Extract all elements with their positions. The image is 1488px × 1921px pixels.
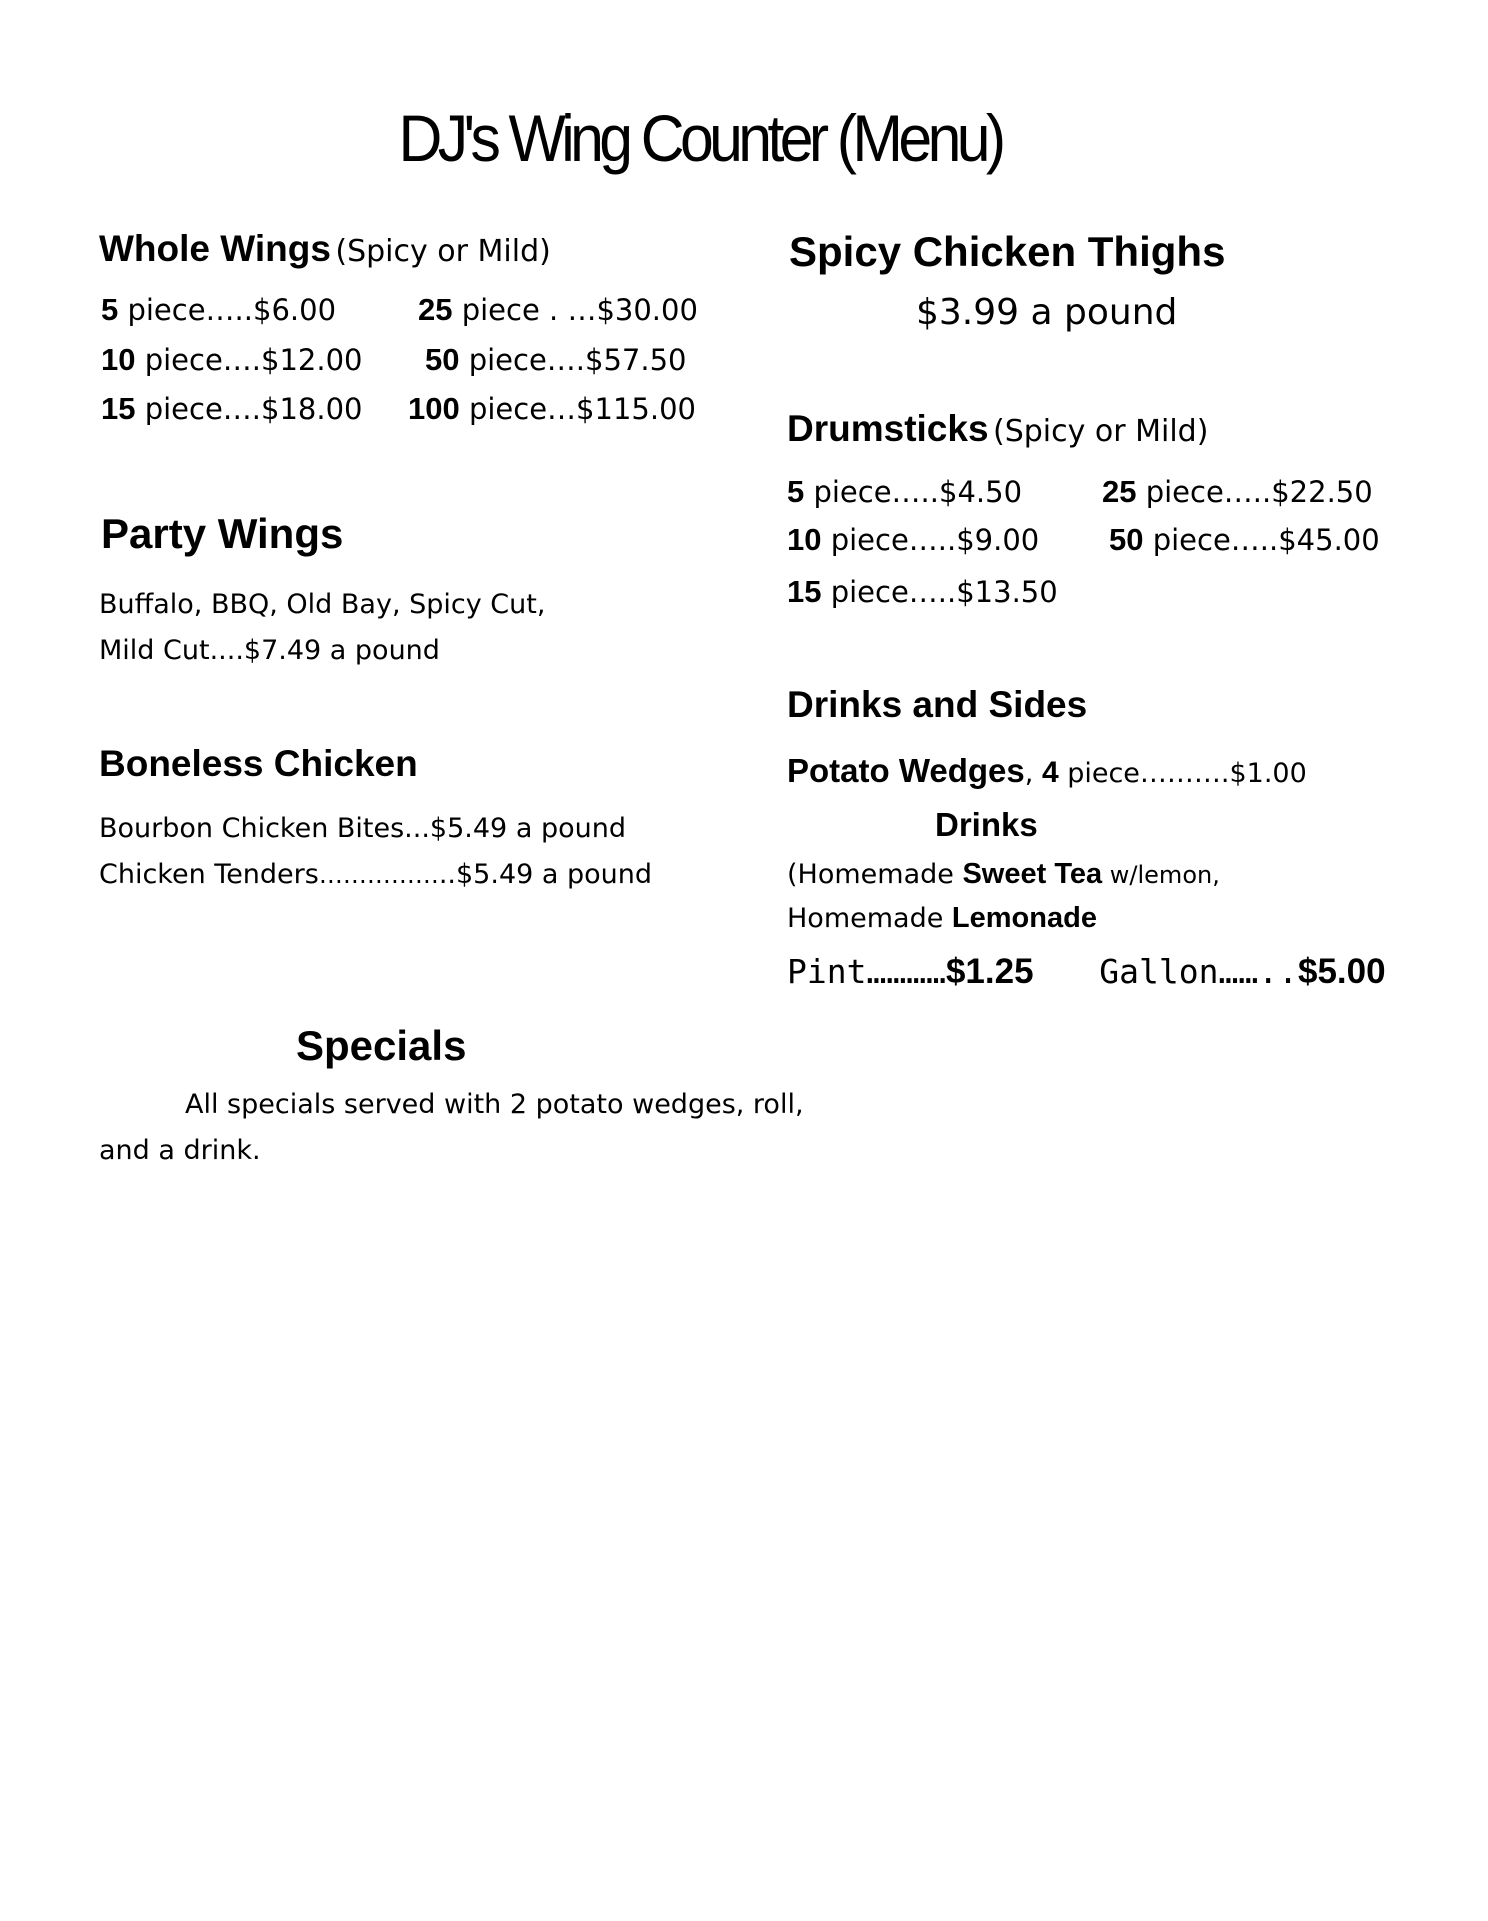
sweet-tea-label: Sweet Tea xyxy=(962,858,1103,890)
wedges-qty: 4 xyxy=(1041,756,1059,789)
row-price: piece…..$45.00 xyxy=(1143,523,1380,557)
boneless-item: Chicken Tenders xyxy=(99,859,319,890)
whole-wings-row xyxy=(425,342,687,378)
party-wings-line: Buffalo, BBQ, Old Bay, Spicy Cut, xyxy=(99,589,546,620)
drinks-sides-heading: Drinks and Sides xyxy=(787,684,1088,725)
drumsticks-heading: Drumsticks xyxy=(787,408,989,449)
boneless-line xyxy=(99,852,652,898)
drinks-line xyxy=(787,858,1220,891)
row-price: piece…..$4.50 xyxy=(804,475,1023,509)
boneless-price: ..$5.49 a pound xyxy=(438,859,653,890)
boneless-line: Bourbon Chicken Bites...$5.49 a pound xyxy=(99,813,626,844)
whole-wings-note: (Spicy or Mild) xyxy=(335,234,551,269)
drumsticks-row xyxy=(787,522,1039,558)
drumsticks-row xyxy=(787,574,1058,610)
boneless-dots: …………… xyxy=(318,861,439,889)
row-price: piece….$18.00 xyxy=(135,392,363,426)
spicy-thighs-price: $3.99 a pound xyxy=(916,292,1178,333)
drinks-line xyxy=(787,902,1097,935)
whole-wings-row xyxy=(408,391,696,427)
specials-line: and a drink. xyxy=(99,1135,261,1166)
whole-wings-row xyxy=(418,292,698,328)
boneless-chicken-heading: Boneless Chicken xyxy=(99,743,418,784)
row-price: piece….$12.00 xyxy=(135,343,363,377)
row-price: piece…$115.00 xyxy=(459,392,696,426)
whole-wings-row xyxy=(101,292,336,328)
pint-price: $1.25 xyxy=(945,952,1034,991)
row-price: piece…..$22.50 xyxy=(1136,475,1373,509)
gallon-label: Gallon…….. xyxy=(1099,952,1298,991)
row-qty: 25 xyxy=(1102,474,1137,509)
drinks-subheading: Drinks xyxy=(935,806,1038,843)
potato-wedges-line xyxy=(787,752,1307,790)
drumsticks-row xyxy=(787,474,1022,510)
row-price: piece…..$6.00 xyxy=(118,293,337,327)
row-qty: 50 xyxy=(425,342,460,377)
drumsticks-row xyxy=(1102,474,1373,510)
row-price: piece . …$30.00 xyxy=(452,293,698,327)
row-qty: 100 xyxy=(408,391,460,426)
wedges-price: piece……….$1.00 xyxy=(1058,758,1307,789)
row-price: piece…..$9.00 xyxy=(821,523,1040,557)
whole-wings-row xyxy=(101,391,363,427)
row-qty: 10 xyxy=(101,342,136,377)
drumsticks-row xyxy=(1109,522,1380,558)
menu-title: DJ's Wing Counter (Menu) xyxy=(398,101,1002,175)
whole-wings-row xyxy=(101,342,363,378)
row-qty: 15 xyxy=(101,391,136,426)
row-qty: 10 xyxy=(787,522,822,557)
gallon-price: $5.00 xyxy=(1297,952,1386,991)
pint-label: Pint………… xyxy=(787,952,946,991)
specials-heading: Specials xyxy=(296,1022,467,1069)
drinks-text: w/lemon, xyxy=(1102,861,1220,889)
specials-line: All specials served with 2 potato wedges, roll, xyxy=(185,1089,804,1120)
row-qty: 50 xyxy=(1109,522,1144,557)
spicy-thighs-heading: Spicy Chicken Thighs xyxy=(789,228,1226,275)
row-qty: 15 xyxy=(787,574,822,609)
drinks-text: Homemade xyxy=(787,903,952,934)
party-wings-line: Mild Cut....$7.49 a pound xyxy=(99,635,440,666)
whole-wings-heading: Whole Wings xyxy=(99,228,331,269)
drumsticks-note: (Spicy or Mild) xyxy=(992,414,1209,449)
row-qty: 5 xyxy=(101,292,119,327)
potato-wedges-label: Potato Wedges xyxy=(787,752,1025,789)
row-price: piece….$57.50 xyxy=(459,343,687,377)
party-wings-heading: Party Wings xyxy=(101,510,344,557)
drinks-text: (Homemade xyxy=(787,859,963,890)
pint-gallon-line xyxy=(787,952,1386,992)
row-qty: 5 xyxy=(787,474,805,509)
lemonade-label: Lemonade xyxy=(951,902,1097,934)
comma: , xyxy=(1024,758,1042,789)
row-price: piece…..$13.50 xyxy=(821,575,1058,609)
row-qty: 25 xyxy=(418,292,453,327)
whole-wings-header xyxy=(99,228,551,270)
drumsticks-header xyxy=(787,408,1208,450)
